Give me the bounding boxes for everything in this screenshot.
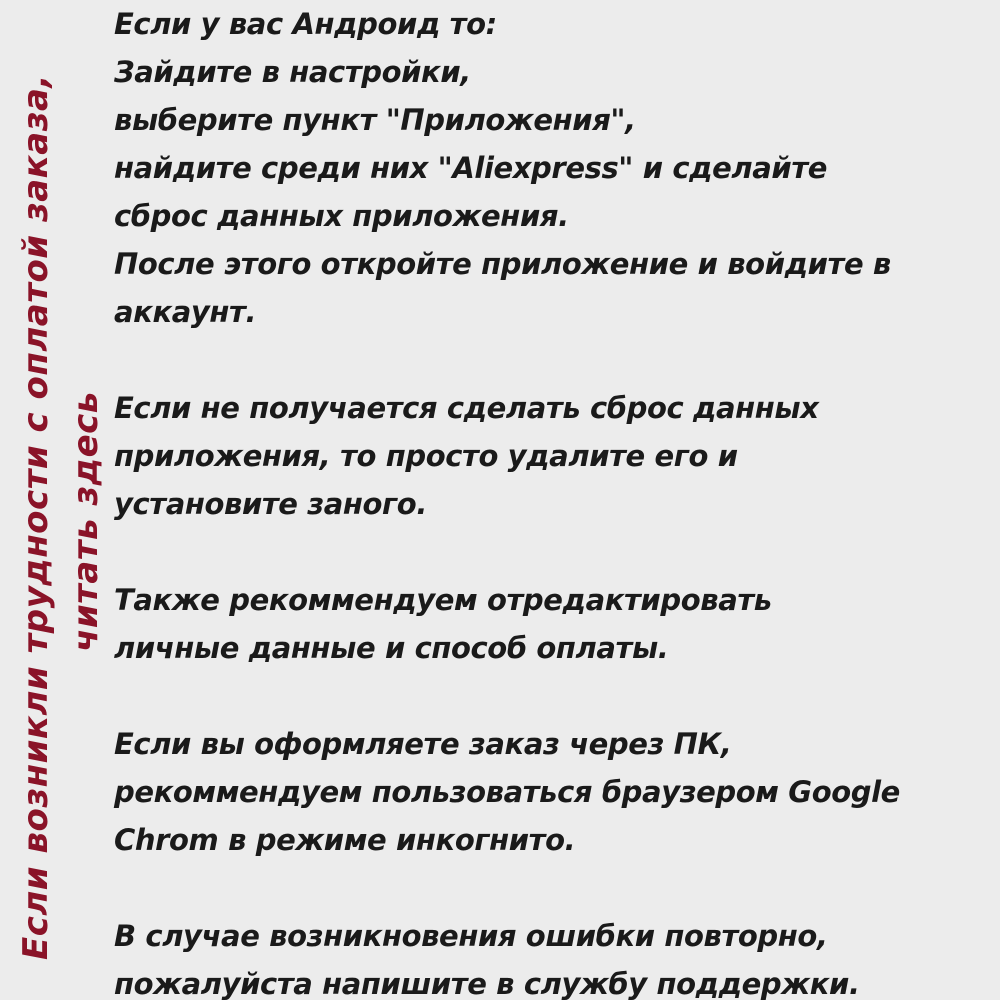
pc-browser-block	[114, 720, 994, 864]
side-caption	[0, 0, 110, 1000]
android-instructions-block	[114, 0, 994, 336]
text-line: приложения, то просто удалите его и	[114, 439, 738, 473]
text-line: Если вы оформляете заказ через ПК,	[114, 727, 732, 761]
text-line: Если не получается сделать сброс данных	[114, 391, 819, 425]
text-line: найдите среди них "Aliexpress" и сделайте	[114, 151, 828, 185]
edit-data-block	[114, 576, 994, 672]
text-line: сброс данных приложения.	[114, 199, 569, 233]
support-block	[114, 912, 994, 1000]
instructions-text	[114, 0, 994, 1000]
text-line: установите заного.	[114, 487, 427, 521]
paragraph-gap	[114, 336, 994, 384]
paragraph-gap	[114, 672, 994, 720]
text-line: В случае возникновения ошибки повторно,	[114, 919, 828, 953]
text-line: Если у вас Андроид то:	[114, 7, 497, 41]
paragraph-gap	[114, 528, 994, 576]
text-line: выберите пункт "Приложения",	[114, 103, 636, 137]
reinstall-block	[114, 384, 994, 528]
side-caption-line-2: читать здесь	[66, 391, 106, 652]
text-line: рекоммендуем пользоваться браузером Google	[114, 775, 900, 809]
paragraph-gap	[114, 864, 994, 912]
text-line: Зайдите в настройки,	[114, 55, 471, 89]
text-line: Chrom в режиме инкогнито.	[114, 823, 576, 857]
text-line: аккаунт.	[114, 295, 257, 329]
text-line: После этого откройте приложение и войдите в	[114, 247, 891, 281]
text-line: пожалуйста напишите в службу поддержки.	[114, 967, 860, 1000]
side-caption-line-1: Если возникли трудности с оплатой заказа,	[16, 74, 56, 960]
text-line: личные данные и способ оплаты.	[114, 631, 669, 665]
text-line: Также рекоммендуем отредактировать	[114, 583, 772, 617]
